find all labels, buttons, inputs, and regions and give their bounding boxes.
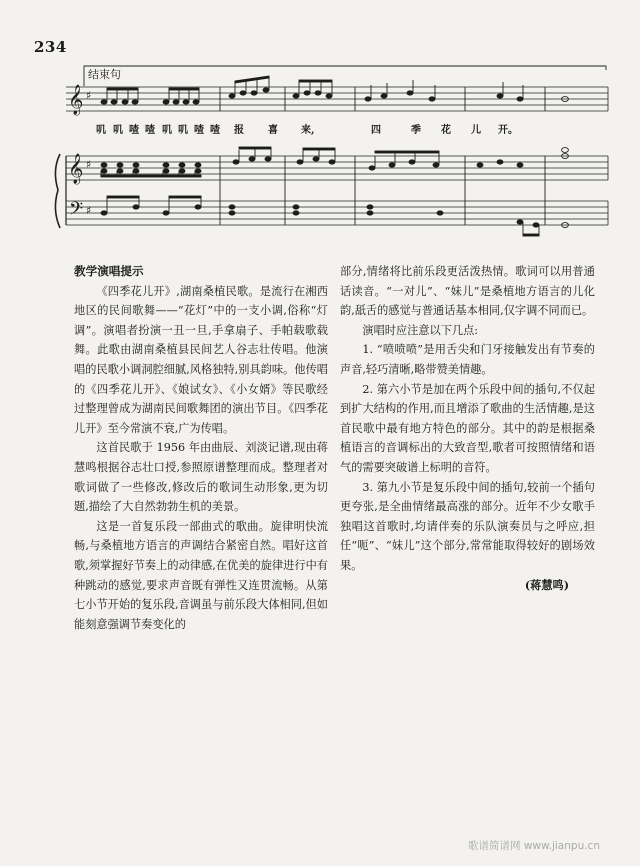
lyric-syllable: 叽: [113, 125, 123, 136]
treble-clef-icon: 𝄞: [68, 85, 84, 115]
lyric-syllable: 来,: [301, 125, 315, 136]
lyric-syllable: 四: [371, 125, 381, 136]
lyric-syllable: 喜: [268, 125, 278, 136]
piano-bass-notes: [101, 196, 568, 236]
lyric-syllable: 喳: [129, 125, 139, 136]
paragraph: 这首民歌于 1956 年由曲辰、刘淡记谱,现由蒋慧鸣根据谷志壮口授,参照原谱整理而成。整理者对歌词做了一些修改,修改后的歌词生动形象,更为切题,描绘了大自然勃勃生机的美景。: [74, 441, 328, 514]
lyric-syllable: 报: [234, 125, 244, 136]
section-heading: 教学演唱提示: [74, 264, 144, 278]
paragraph: 《四季花儿开》,湖南桑植民歌。是流行在湘西地区的民间歌舞——“花灯”中的一支小调,俗称“灯调”。演唱者扮演一丑一旦,手拿扇子、手帕载歌载舞。此歌由湖南桑植县民间艺人谷志壮传唱。他演唱的民歌小调洞腔细腻,风格独特,别具韵味。他传唱的《四季花儿开》、《娘试女》、《小女婿》等民歌经过整理曾成为湖南民间歌舞团的演出节目。《四季花儿开》至今常演不衰,广为传唱。: [74, 284, 328, 435]
section-label: 结束句: [88, 68, 121, 81]
treble-clef-icon: 𝄞: [68, 154, 84, 184]
sharp-icon: ♯: [86, 204, 92, 217]
lyric-syllable: 喳: [210, 125, 220, 136]
text-column-left: [74, 262, 328, 634]
lyric-syllable: 叽: [162, 125, 172, 136]
bass-clef-icon: 𝄢: [69, 199, 84, 224]
lyric-syllable: 喳: [194, 125, 204, 136]
sharp-icon: ♯: [86, 89, 92, 102]
vocal-staff: [66, 87, 608, 111]
author-credit: (蒋慧鸣): [524, 577, 569, 592]
lyric-syllable: 开。: [498, 125, 518, 136]
sharp-icon: ♯: [86, 158, 92, 171]
lyric-syllable: 花: [441, 125, 451, 136]
paragraph: 演唱时应注意以下几点:: [362, 323, 479, 337]
page-number: 234: [34, 38, 67, 56]
paragraph: 3. 第九小节是复乐段中间的插句,较前一个插句更夸张,是全曲情绪最高涨的部分。近年不少女歌手独唱这首歌时,均请伴奏的乐队演奏员与之呼应,担任“呃”、“妹儿”这个部分,常常能取得较好的剧场效果。: [340, 480, 595, 572]
paragraph: 这是一首复乐段一部曲式的歌曲。旋律明快流畅,与桑植地方语言的声调结合紧密自然。唱好这首歌,须掌握好节奏上的动律感,在优美的旋律进行中有种跳动的感觉,要求声音既有弹性又连贯流畅。从第七小节开始的复乐段,音调虽与前乐段大体相同,但如能刻意强调节奏变化的: [74, 519, 328, 631]
watermark: 歌谱简谱网 www.jianpu.cn: [468, 840, 600, 852]
lyric-syllable: 叽: [178, 125, 188, 136]
piano-bass-staff: [66, 201, 608, 225]
lyric-syllable: 喳: [145, 125, 155, 136]
grand-staff-brace: [55, 154, 60, 228]
paragraph: 部分,情绪将比前乐段更活泼热情。歌词可以用普通话读音。“一对儿”、“妹儿”是桑植地方语言的儿化韵,舐舌的感觉与普通话基本相同,仅字调不同而已。: [340, 265, 595, 318]
paragraph: 1. “喷喷喷”是用舌尖和门牙接触发出有节奏的声音,轻巧清晰,略带赞美情趣。: [340, 343, 595, 376]
section-bracket: [84, 66, 606, 86]
lyric-syllable: 叽: [96, 125, 106, 136]
vocal-notes: [101, 76, 568, 104]
paragraph: 2. 第六小节是加在两个乐段中间的插句,不仅起到扩大结构的作用,而且增添了歌曲的生活情趣,是这首民歌中最有地方特色的部分。其中的韵是根据桑植语言的音调标出的大致音型,歌者可按照情绪和语气的需要突破谱上标明的音符。: [340, 382, 595, 474]
lyrics-line: [96, 121, 566, 137]
text-column-right: [340, 262, 595, 595]
lyric-syllable: 儿: [471, 125, 481, 136]
lyric-syllable: 季: [411, 125, 421, 136]
